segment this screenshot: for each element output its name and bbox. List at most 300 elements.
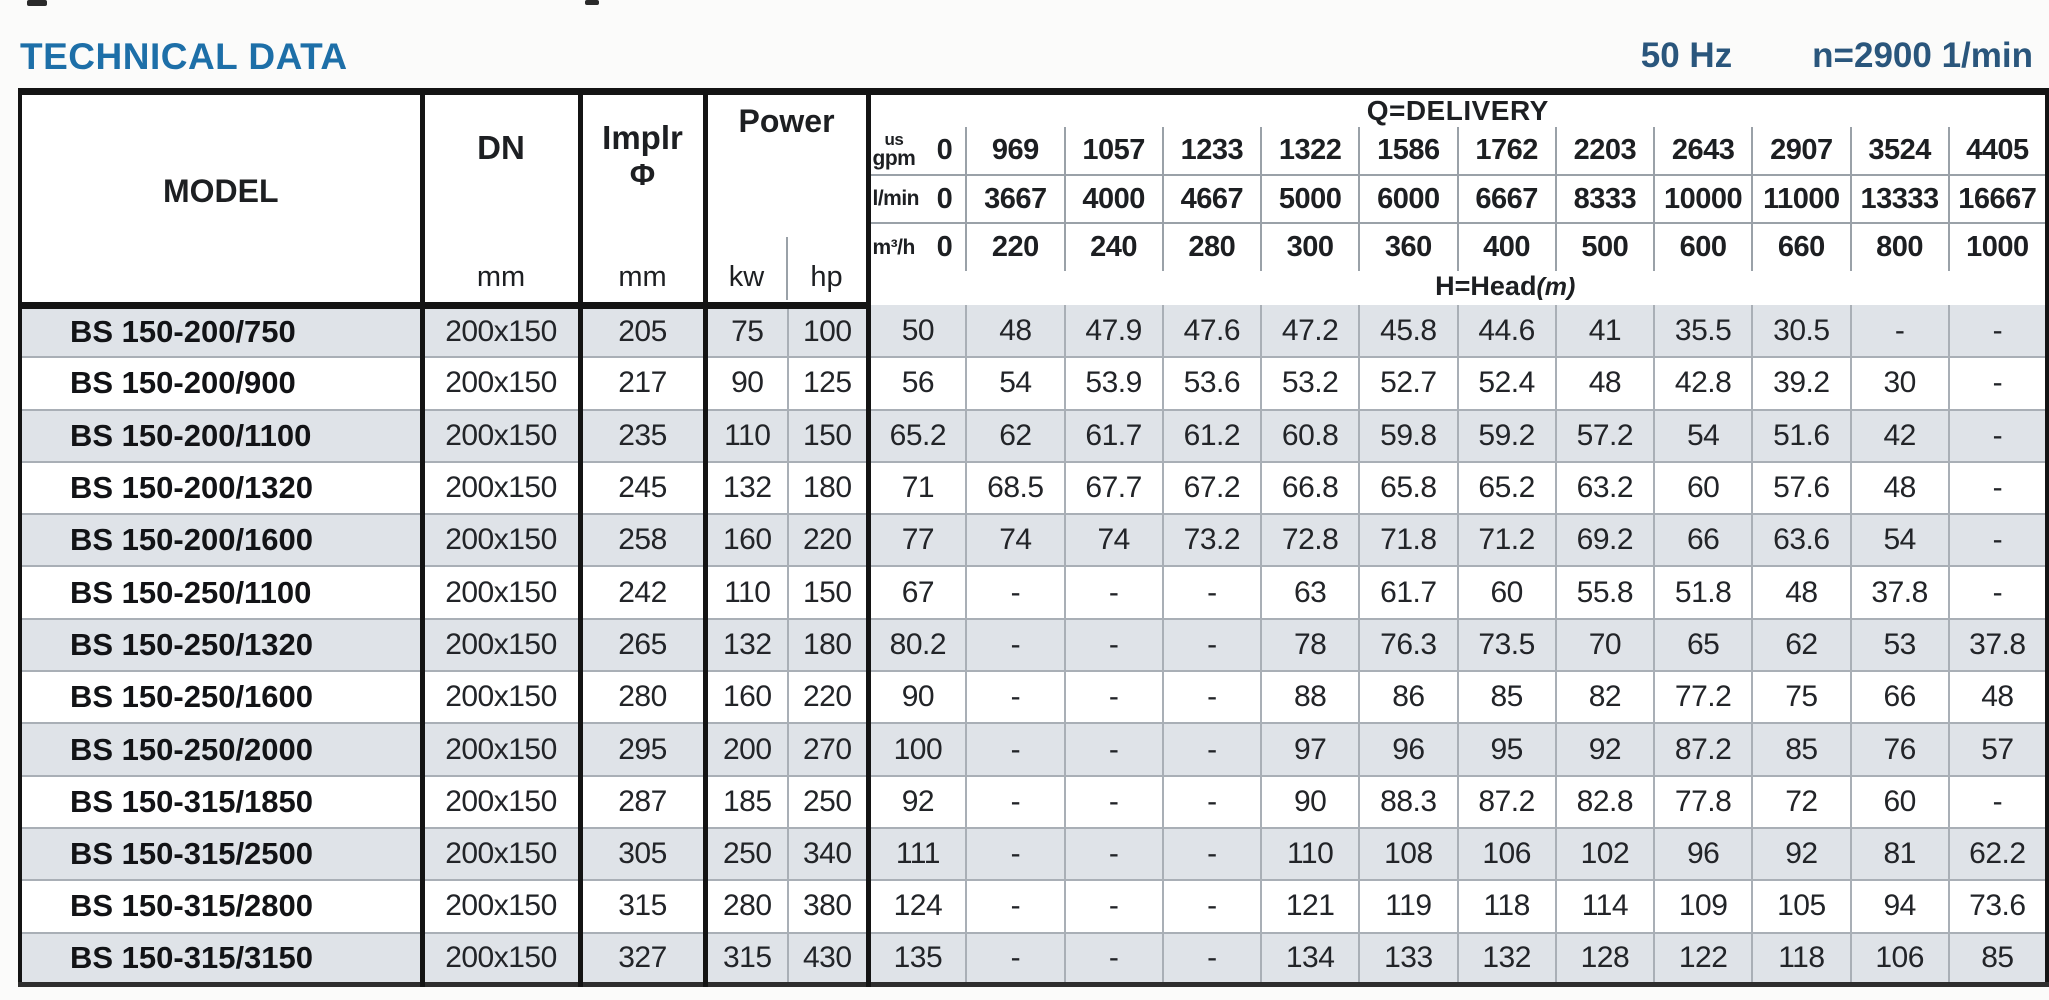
power-kw-cell: 132 [722,471,772,505]
technical-data-table [18,88,2049,987]
head-value-cell: 77 [901,523,935,557]
head-value-cell: - [966,933,1064,985]
flow-value-cell: 969 [966,127,1064,175]
model-cell: BS 150-200/750 [20,305,422,357]
dn-cell: 200x150 [422,566,580,618]
power-kw-cell: 75 [731,315,764,349]
model-cell: BS 150-200/1100 [20,410,422,462]
model-cell: BS 150-200/1600 [20,514,422,566]
head-value-cell: 92 [1556,723,1654,775]
head-value-cell: 30 [1851,357,1949,409]
head-value-cell: 121 [1261,880,1359,932]
head-value-cell: 87.2 [1458,776,1556,828]
head-value-cell: 39.2 [1752,357,1850,409]
head-value-cell: 47.2 [1261,305,1359,357]
head-value-cell: - [1949,776,2047,828]
power-hp-cell: 125 [788,357,868,409]
head-value-cell: 56 [901,366,935,400]
impeller-header-label: Implr [602,119,683,156]
dn-header-label: DN [477,129,525,166]
model-cell: BS 150-315/1850 [20,776,422,828]
head-value-cell: 54 [966,357,1064,409]
flow-unit-cell-m3h [868,223,966,271]
flow-value-cell: 1762 [1458,127,1556,175]
head-value-cell: 86 [1359,671,1457,723]
head-value-cell: - [1949,566,2047,618]
head-value-cell: - [966,776,1064,828]
dn-cell: 200x150 [422,933,580,985]
head-value-cell: 106 [1458,828,1556,880]
head-value-cell: - [1065,828,1163,880]
head-value-cell: 60 [1654,462,1752,514]
head-value-cell: 42 [1851,410,1949,462]
flow-value-cell: 5000 [1261,175,1359,223]
head-value-cell: - [1065,619,1163,671]
head-value-cell: 57 [1949,723,2047,775]
head-value-cell: - [1065,933,1163,985]
flow-value-cell: 600 [1654,223,1752,271]
head-value-cell: 66.8 [1261,462,1359,514]
head-value-cell: 114 [1556,880,1654,932]
head-value-cell: 90 [1261,776,1359,828]
power-hp-cell: 180 [788,619,868,671]
head-value-cell: - [966,828,1064,880]
head-value-cell: 42.8 [1654,357,1752,409]
power-kw-cell: 90 [731,366,764,400]
head-value-cell: 80.2 [889,627,947,661]
head-value-cell: 53.9 [1065,357,1163,409]
head-value-cell: 73.6 [1949,880,2047,932]
head-value-cell: - [1163,933,1261,985]
head-unit-label: (m) [1536,273,1576,301]
model-cell: BS 150-315/2800 [20,880,422,932]
power-kw-label: kw [728,261,765,293]
head-value-cell: 88 [1261,671,1359,723]
head-value-cell: 95 [1458,723,1556,775]
head-value-cell: 111 [895,837,940,871]
impeller-cell: 327 [580,933,705,985]
head-value-cell: 68.5 [966,462,1064,514]
head-value-cell: - [1949,305,2047,357]
flow-value-cell: 10000 [1654,175,1752,223]
head-value-cell: - [1065,566,1163,618]
dn-cell: 200x150 [422,305,580,357]
head-value-cell: 62 [966,410,1064,462]
flow-value-cell: 11000 [1752,175,1850,223]
head-value-cell: 50 [901,313,935,347]
flow-value-cell: 2203 [1556,127,1654,175]
dn-cell: 200x150 [422,776,580,828]
flow-value-cell: 220 [966,223,1064,271]
head-value-cell: - [1851,305,1949,357]
head-value-cell: 62 [1752,619,1850,671]
head-value-cell: 57.2 [1556,410,1654,462]
head-value-cell: 118 [1458,880,1556,932]
head-value-cell: - [1949,462,2047,514]
head-value-cell: 63.2 [1556,462,1654,514]
flow-unit-cell-lmin [868,175,966,223]
head-value-cell: 61.7 [1065,410,1163,462]
head-value-cell: 65.2 [1458,462,1556,514]
model-cell: BS 150-250/1600 [20,671,422,723]
model-cell: BS 150-315/2500 [20,828,422,880]
head-value-cell: 96 [1359,723,1457,775]
dn-cell: 200x150 [422,514,580,566]
dn-cell: 200x150 [422,619,580,671]
dn-cell: 200x150 [422,723,580,775]
head-value-cell: 134 [1261,933,1359,985]
head-value-cell: 85 [1949,933,2047,985]
head-value-cell: 61.2 [1163,410,1261,462]
head-value-cell: 78 [1261,619,1359,671]
flow-value-cell: 2907 [1752,127,1850,175]
head-value-cell: 128 [1556,933,1654,985]
head-value-cell: - [966,566,1064,618]
power-kw-cell: 315 [722,940,772,974]
impeller-cell: 315 [580,880,705,932]
flow-value-cell: 4000 [1065,175,1163,223]
head-value-cell: - [1163,880,1261,932]
head-value-cell: 70 [1556,619,1654,671]
head-value-cell: 47.9 [1065,305,1163,357]
table-row [20,723,2047,775]
impeller-cell: 295 [580,723,705,775]
impeller-cell: 235 [580,410,705,462]
head-value-cell: 73.5 [1458,619,1556,671]
table-row [20,305,2047,357]
power-kw-cell: 160 [722,680,772,714]
head-value-cell: - [1949,410,2047,462]
head-value-cell: - [1065,723,1163,775]
head-value-cell: 110 [1261,828,1359,880]
head-value-cell: 97 [1261,723,1359,775]
flow-value-cell: 1057 [1065,127,1163,175]
power-hp-cell: 150 [788,566,868,618]
model-cell: BS 150-315/3150 [20,933,422,985]
head-value-cell: 69.2 [1556,514,1654,566]
column-header-model [20,92,422,306]
head-value-cell: 74 [966,514,1064,566]
power-header-label: Power [738,103,835,139]
impeller-cell: 217 [580,357,705,409]
head-value-cell: 53 [1851,619,1949,671]
dn-cell: 200x150 [422,357,580,409]
power-hp-cell: 250 [788,776,868,828]
power-hp-cell: 220 [788,671,868,723]
table-row [20,671,2047,723]
head-value-cell: 109 [1654,880,1752,932]
table-row [20,828,2047,880]
head-value-cell: 41 [1556,305,1654,357]
column-header-power [705,92,868,306]
power-hp-cell: 380 [788,880,868,932]
head-value-cell: 54 [1851,514,1949,566]
flow-value-cell: 2643 [1654,127,1752,175]
flow-value-cell: 500 [1556,223,1654,271]
head-value-cell: 102 [1556,828,1654,880]
delivery-header-label: Q=DELIVERY [868,92,2047,128]
head-value-cell: 100 [893,732,943,766]
power-hp-cell: 180 [788,462,868,514]
head-value-cell: 94 [1851,880,1949,932]
head-value-cell: 65.8 [1359,462,1457,514]
impeller-cell: 305 [580,828,705,880]
power-hp-cell: 150 [788,410,868,462]
table-row [20,619,2047,671]
flow-value-cell: 280 [1163,223,1261,271]
flow-value-cell: 1586 [1359,127,1457,175]
table-body [20,305,2047,985]
power-kw-cell: 160 [722,523,772,557]
head-value-cell: 119 [1359,880,1457,932]
head-value-cell: - [966,671,1064,723]
dn-unit-label: mm [476,261,526,293]
head-value-cell: 45.8 [1359,305,1457,357]
impeller-cell: 242 [580,566,705,618]
head-value-cell: 133 [1359,933,1457,985]
head-value-cell: 71 [901,471,935,505]
table-row [20,880,2047,932]
impeller-cell: 245 [580,462,705,514]
head-value-cell: 66 [1654,514,1752,566]
head-value-cell: 51.8 [1654,566,1752,618]
spec-labels [1641,36,2039,78]
flow-value-cell: 6667 [1458,175,1556,223]
head-value-cell: 108 [1359,828,1457,880]
flow-unit-label-m3h: m³/h [872,235,915,259]
head-value-cell: 67.2 [1163,462,1261,514]
head-value-cell: - [1065,671,1163,723]
table-row [20,933,2047,985]
head-value-cell: - [966,619,1064,671]
flow-value-cell: 1000 [1949,223,2047,271]
head-value-cell: 53.2 [1261,357,1359,409]
impeller-cell: 265 [580,619,705,671]
impeller-cell: 258 [580,514,705,566]
dn-cell: 200x150 [422,462,580,514]
head-value-cell: 85 [1458,671,1556,723]
flow-value-cell: 240 [1065,223,1163,271]
head-value-cell: 81 [1851,828,1949,880]
head-value-cell: 124 [893,889,943,923]
head-value-cell: 54 [1654,410,1752,462]
head-value-cell: - [1163,566,1261,618]
head-value-cell: 65.2 [889,418,947,452]
flow-value-cell: 3667 [966,175,1064,223]
power-kw-cell: 185 [722,784,772,818]
impeller-cell: 280 [580,671,705,723]
head-value-cell: 65 [1654,619,1752,671]
head-value-cell: 132 [1458,933,1556,985]
flow-value-cell: 1322 [1261,127,1359,175]
head-value-cell: 77.8 [1654,776,1752,828]
scan-artifact [585,0,599,5]
head-value-cell: 72.8 [1261,514,1359,566]
flow-value-cell: 4405 [1949,127,2047,175]
head-value-cell: 88.3 [1359,776,1457,828]
head-value-cell: 77.2 [1654,671,1752,723]
head-value-cell: - [1949,514,2047,566]
dn-cell: 200x150 [422,410,580,462]
head-value-cell: 63 [1261,566,1359,618]
head-value-cell: 60.8 [1261,410,1359,462]
head-value-cell: 92 [901,784,935,818]
head-value-cell: - [1163,671,1261,723]
flow-value-cell: 360 [1359,223,1457,271]
head-value-cell: 57.6 [1752,462,1850,514]
dn-cell: 200x150 [422,828,580,880]
power-kw-cell: 132 [722,627,772,661]
frequency-label: 50 Hz [1640,36,1733,75]
head-value-cell: 74 [1065,514,1163,566]
flow-value-cell: 660 [1752,223,1850,271]
head-value-cell: 82 [1556,671,1654,723]
head-value-cell: 92 [1752,828,1850,880]
power-kw-cell: 200 [722,732,772,766]
head-value-cell: 37.8 [1949,619,2047,671]
model-cell: BS 150-250/1100 [20,566,422,618]
head-value-cell: 61.7 [1359,566,1457,618]
head-value-cell: 67 [901,575,935,609]
model-header-label: MODEL [162,173,279,209]
head-value-cell: 55.8 [1556,566,1654,618]
head-value-cell: 71.8 [1359,514,1457,566]
head-value-cell: 48 [1556,357,1654,409]
head-row-label [868,271,2047,305]
head-value-cell: 48 [1752,566,1850,618]
column-header-dn [422,92,580,306]
impeller-cell: 205 [580,305,705,357]
column-header-impeller [580,92,705,306]
head-value-cell: 44.6 [1458,305,1556,357]
head-value-cell: 37.8 [1851,566,1949,618]
head-value-cell: 62.2 [1949,828,2047,880]
head-value-cell: 52.4 [1458,357,1556,409]
model-cell: BS 150-250/2000 [20,723,422,775]
power-kw-cell: 280 [722,889,772,923]
head-value-cell: - [1065,776,1163,828]
head-value-cell: - [1949,357,2047,409]
head-value-cell: 106 [1851,933,1949,985]
head-value-cell: 122 [1654,933,1752,985]
head-value-cell: 72 [1752,776,1850,828]
head-value-cell: 60 [1458,566,1556,618]
model-cell: BS 150-250/1320 [20,619,422,671]
page-title: TECHNICAL DATA [20,36,348,77]
head-value-cell: 60 [1851,776,1949,828]
head-value-cell: 73.2 [1163,514,1261,566]
model-cell: BS 150-200/900 [20,357,422,409]
flow-value-cell: 1233 [1163,127,1261,175]
flow-value-cell: 8333 [1556,175,1654,223]
head-value-cell: 48 [966,305,1064,357]
head-value-cell: 105 [1752,880,1850,932]
page-header [0,0,2049,88]
flow-zero-value: 0 [936,231,953,263]
flow-value-cell: 16667 [1949,175,2047,223]
power-hp-cell: 270 [788,723,868,775]
head-value-cell: 71.2 [1458,514,1556,566]
impeller-unit-label: mm [618,261,667,293]
head-value-cell: 47.6 [1163,305,1261,357]
head-value-cell: 52.7 [1359,357,1457,409]
model-cell: BS 150-200/1320 [20,462,422,514]
table-row [20,357,2047,409]
head-value-cell: 35.5 [1654,305,1752,357]
head-value-cell: 76.3 [1359,619,1457,671]
table-row [20,776,2047,828]
head-value-cell: 76 [1851,723,1949,775]
head-value-cell: 135 [893,940,943,974]
flow-value-cell: 3524 [1851,127,1949,175]
impeller-diameter-symbol: Φ [629,157,656,192]
head-value-cell: 63.6 [1752,514,1850,566]
flow-value-cell: 800 [1851,223,1949,271]
power-kw-cell: 110 [724,418,771,452]
power-hp-cell: 220 [788,514,868,566]
head-value-cell: 59.8 [1359,410,1457,462]
head-value-cell: 118 [1752,933,1850,985]
head-value-cell: - [1065,880,1163,932]
head-value-cell: - [1163,776,1261,828]
head-value-cell: 53.6 [1163,357,1261,409]
flow-value-cell: 13333 [1851,175,1949,223]
flow-value-cell: 4667 [1163,175,1261,223]
flow-unit-label-lmin: l/min [872,187,920,211]
head-value-cell: - [1163,828,1261,880]
head-value-cell: 75 [1752,671,1850,723]
head-value-cell: - [1163,619,1261,671]
head-value-cell: 48 [1949,671,2047,723]
table-row [20,514,2047,566]
head-value-cell: 96 [1654,828,1752,880]
flow-unit-label-gpm: us gpm [872,130,916,170]
power-hp-label: hp [786,237,866,300]
flow-zero-value: 0 [936,182,953,215]
head-value-cell: 85 [1752,723,1850,775]
head-value-cell: 67.7 [1065,462,1163,514]
head-value-cell: 30.5 [1752,305,1850,357]
flow-unit-cell-gpm [868,127,966,175]
head-value-cell: - [966,723,1064,775]
head-value-cell: 48 [1851,462,1949,514]
table-row [20,462,2047,514]
power-hp-cell: 430 [788,933,868,985]
head-value-cell: 59.2 [1458,410,1556,462]
speed-label: n=2900 1/min [1812,36,2033,75]
head-value-cell: - [1163,723,1261,775]
flow-value-cell: 6000 [1359,175,1457,223]
head-value-cell: 87.2 [1654,723,1752,775]
power-kw-cell: 250 [722,837,772,871]
dn-cell: 200x150 [422,671,580,723]
table-row [20,566,2047,618]
head-value-cell: 51.6 [1752,410,1850,462]
flow-value-cell: 300 [1261,223,1359,271]
head-value-cell: - [966,880,1064,932]
head-value-cell: 90 [901,680,935,714]
power-hp-cell: 100 [788,305,868,357]
scan-artifact [27,0,47,6]
dn-cell: 200x150 [422,880,580,932]
impeller-cell: 287 [580,776,705,828]
power-kw-cell: 110 [724,575,771,609]
power-hp-cell: 340 [788,828,868,880]
table-row [20,410,2047,462]
head-value-cell: 82.8 [1556,776,1654,828]
flow-value-cell: 400 [1458,223,1556,271]
flow-zero-value: 0 [936,133,953,166]
